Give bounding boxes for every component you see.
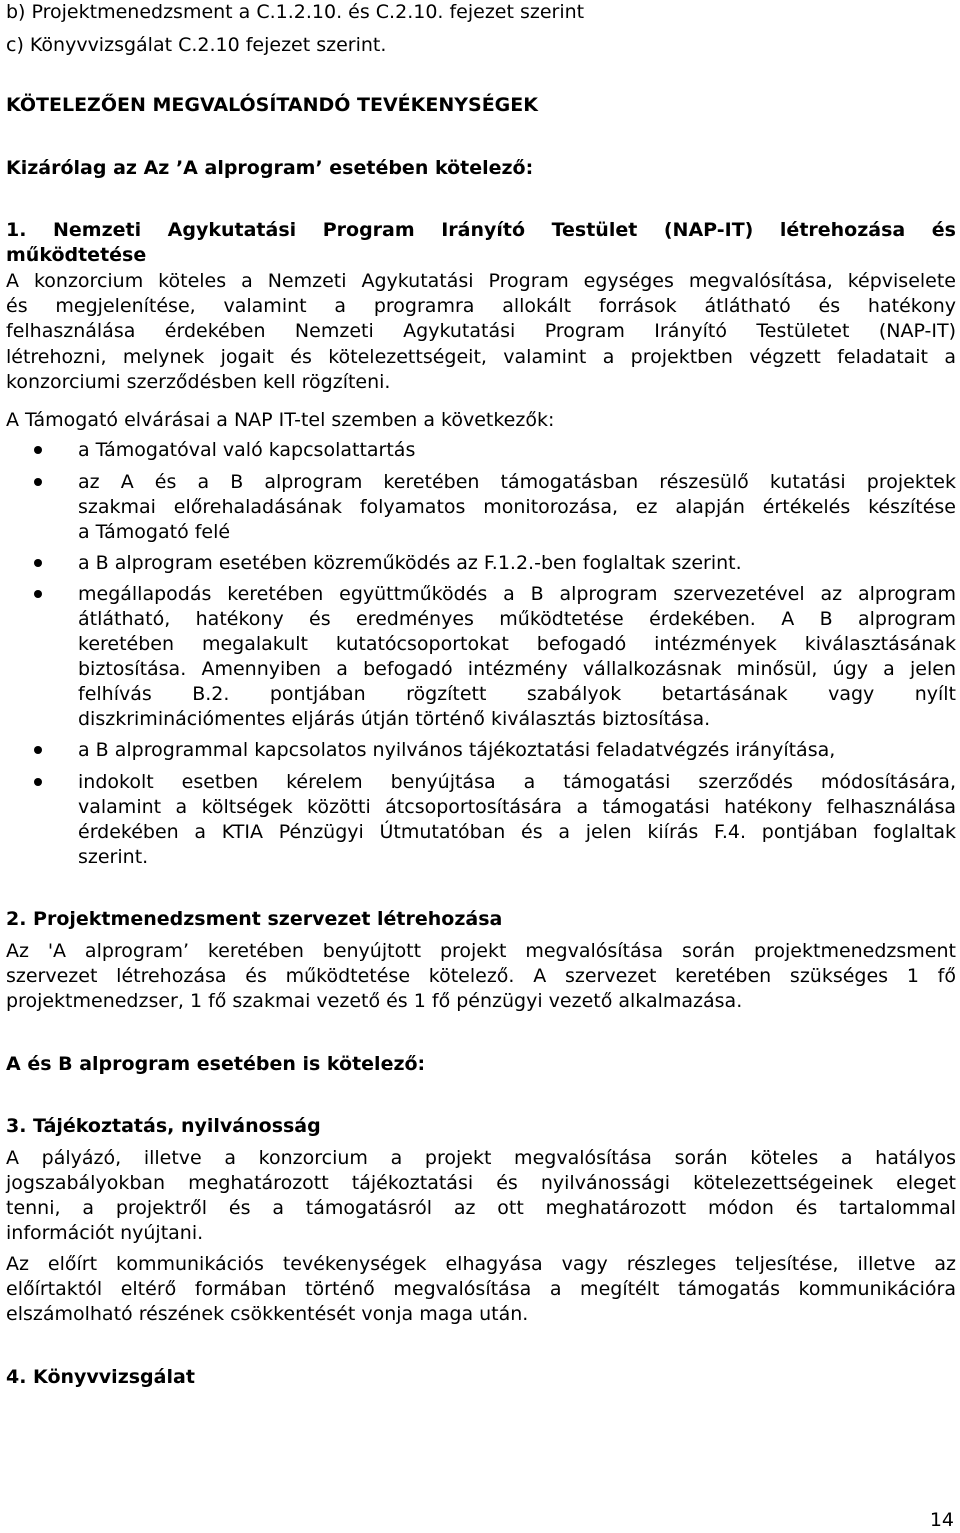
section1-para-line: és megjelenítése, valamint a programra allokált források átlátható és hatékony xyxy=(6,295,956,317)
heading-a-and-b: A és B alprogram esetében is kötelező: xyxy=(6,1053,426,1075)
bullet-line: indokolt esetben kérelem benyújtása a támogatási szerződés módosítására, xyxy=(78,771,956,793)
section3-title: 3. Tájékoztatás, nyilvánosság xyxy=(6,1115,321,1137)
section3-para2-line: előírtaktól eltérő formában történő megvalósítása a megítélt támogatás kommunikációra xyxy=(6,1278,956,1300)
bullet-dot xyxy=(34,778,42,786)
section3-para2-line: elszámolható részének csökkentését vonja maga után. xyxy=(6,1303,529,1325)
heading-a-only: Kizárólag az Az ’A alprogram’ esetében kötelező: xyxy=(6,157,534,179)
section1-para-line: felhasználása érdekében Nemzeti Agykutatási Program Irányító Testületet (NAP-IT) xyxy=(6,320,956,342)
page-number: 14 xyxy=(929,1509,954,1531)
section1-para-line: létrehozni, melynek jogait és kötelezettségeit, valamint a projektben végzett feladatait a xyxy=(6,346,956,368)
bullet-line: keretében megalakult kutatócsoportokat befogadó intézmények kiválasztásának xyxy=(78,633,956,655)
bullet-line: a Támogató felé xyxy=(78,521,231,543)
bullet-line: valamint a költségek közötti átcsoportosítására a támogatási hatékony felhasználása xyxy=(78,796,956,818)
bullet-line: diszkriminációmentes eljárás útján történő kiválasztás biztosítása. xyxy=(78,708,711,730)
section1-para-line: konzorciumi szerződésben kell rögzíteni. xyxy=(6,371,391,393)
bullet-line: felhívás B.2. pontjában rögzített szabályok betartásának vagy nyílt xyxy=(78,683,956,705)
bullet-line: a B alprogrammal kapcsolatos nyilvános tájékoztatási feladatvégzés irányítása, xyxy=(78,739,836,761)
bullet-line: a Támogatóval való kapcsolattartás xyxy=(78,439,416,461)
bullet-line: az A és a B alprogram keretében támogatásban részesülő kutatási projektek xyxy=(78,471,956,493)
intro-line-b: b) Projektmenedzsment a C.1.2.10. és C.2.10. fejezet szerint xyxy=(6,1,585,23)
section3-para1-line: tenni, a projektről és a támogatásról az ott meghatározott módon és tartalommal xyxy=(6,1197,956,1219)
bullet-line: megállapodás keretében együttműködés a B alprogram szervezetével az alprogram xyxy=(78,583,956,605)
bullet-line: szakmai előrehaladásának folyamatos monitorozása, ez alapján értékelés készítése xyxy=(78,496,956,518)
section1-expectations: A Támogató elvárásai a NAP IT-tel szemben a következők: xyxy=(6,409,555,431)
section2-title: 2. Projektmenedzsment szervezet létrehozása xyxy=(6,908,503,930)
section1-para-line: A konzorcium köteles a Nemzeti Agykutatási Program egységes megvalósítása, képviselete xyxy=(6,270,956,292)
bullet-line: érdekében a KTIA Pénzügyi Útmutatóban és a jelen kiírás F.4. pontjában foglaltak xyxy=(78,821,956,843)
heading-mandatory: KÖTELEZŐEN MEGVALÓSÍTANDÓ TEVÉKENYSÉGEK xyxy=(6,94,538,116)
section3-para1-line: A pályázó, illetve a konzorcium a projekt megvalósítása során köteles a hatályos xyxy=(6,1147,956,1169)
section3-para1-line: információt nyújtani. xyxy=(6,1222,204,1244)
bullet-line: a B alprogram esetében közreműködés az F.1.2.-ben foglaltak szerint. xyxy=(78,552,742,574)
bullet-dot xyxy=(34,446,42,454)
section2-para-line: projektmenedzser, 1 fő szakmai vezető és 1 fő pénzügyi vezető alkalmazása. xyxy=(6,990,743,1012)
section2-para-line: szervezet létrehozása és működtetése kötelező. A szervezet keretében szükséges 1 fő xyxy=(6,965,956,987)
intro-line-c: c) Könyvvizsgálat C.2.10 fejezet szerint. xyxy=(6,34,387,56)
bullet-dot xyxy=(34,746,42,754)
bullet-line: átlátható, hatékony és eredményes működtetése érdekében. A B alprogram xyxy=(78,608,956,630)
section3-para1-line: jogszabályokban meghatározott tájékoztatási és nyilvánossági kötelezettségeinek eleget xyxy=(6,1172,956,1194)
section1-title-line1: 1. Nemzeti Agykutatási Program Irányító Testület (NAP-IT) létrehozása és xyxy=(6,219,956,241)
section1-title-line2: működtetése xyxy=(6,244,147,266)
section3-para2-line: Az előírt kommunikációs tevékenységek elhagyása vagy részleges teljesítése, illetve az xyxy=(6,1253,956,1275)
section4-title: 4. Könyvvizsgálat xyxy=(6,1366,195,1388)
bullet-dot xyxy=(34,559,42,567)
bullet-line: szerint. xyxy=(78,846,149,868)
bullet-dot xyxy=(34,590,42,598)
bullet-line: biztosítása. Amennyiben a befogadó intézmény vállalkozásnak minősül, úgy a jelen xyxy=(78,658,956,680)
section2-para-line: Az 'A alprogram’ keretében benyújtott projekt megvalósítása során projektmenedzsment xyxy=(6,940,956,962)
bullet-dot xyxy=(34,478,42,486)
